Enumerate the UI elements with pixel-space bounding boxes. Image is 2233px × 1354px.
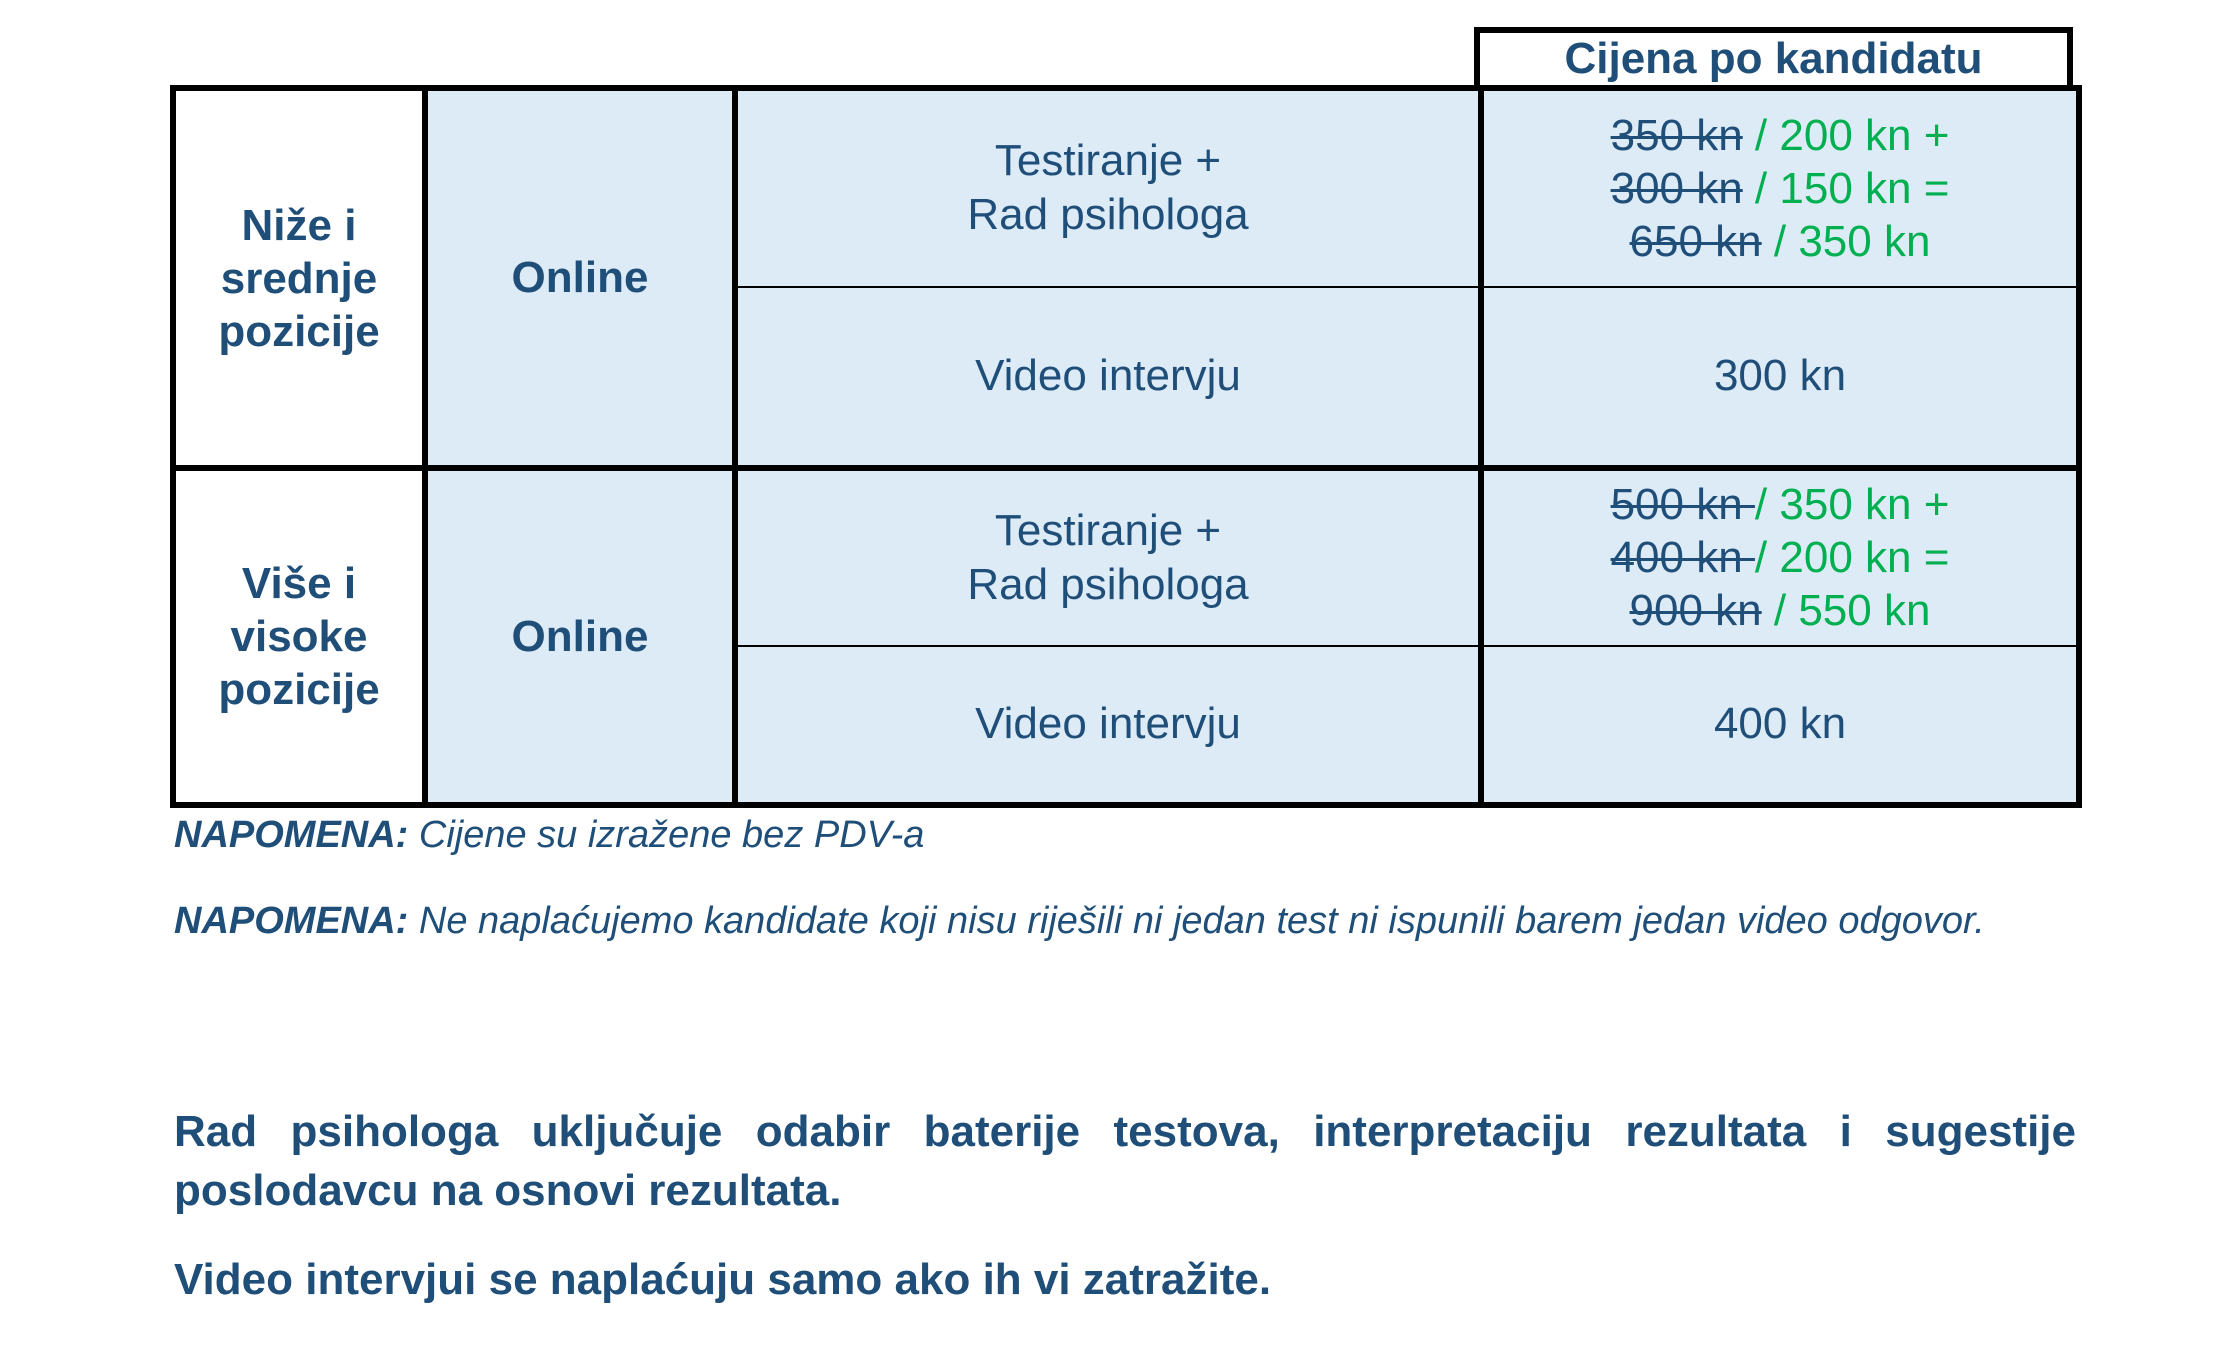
level-cell-higher: Više i visoke pozicije <box>173 468 425 805</box>
price-testing-higher <box>1481 468 2079 645</box>
psychologist-work-paragraph: Rad psihologa uključuje odabir baterije testova, interpretaciju rezultata i sugestije poslodavcu na osnovi rezultata. <box>174 1107 2076 1215</box>
service-testing-higher: Testiranje + Rad psihologa <box>735 468 1481 645</box>
level-cell-lower: Niže i srednje pozicije <box>173 88 425 468</box>
service-video-lower: Video intervju <box>735 287 1481 469</box>
mode-cell-higher: Online <box>425 468 735 805</box>
service-testing-lower: Testiranje + Rad psihologa <box>735 88 1481 287</box>
table-row <box>173 468 2079 645</box>
price-line: 400 kn / 200 kn = <box>1610 533 1950 583</box>
price-per-candidate-header: Cijena po kandidatu <box>1474 27 2073 85</box>
mode-cell-lower: Online <box>425 88 735 468</box>
pricing-table <box>170 85 2082 808</box>
price-testing-lower <box>1481 88 2079 287</box>
service-video-higher: Video intervju <box>735 646 1481 805</box>
video-interview-paragraph: Video intervjui se naplaćuju samo ako ih vi zatražite. <box>174 1255 1272 1304</box>
note-vat: NAPOMENA: Cijene su izražene bez PDV-a <box>174 814 925 856</box>
price-line: 900 kn / 550 kn <box>1629 586 1931 636</box>
note-billing: NAPOMENA: Ne naplaćujemo kandidate koji nisu riješili ni jedan test ni ispunili barem jedan video odgovor. <box>174 900 1985 942</box>
price-line: 300 kn / 150 kn = <box>1610 163 1950 213</box>
price-line: 650 kn / 350 kn <box>1629 216 1931 266</box>
price-line: 500 kn / 350 kn + <box>1610 480 1950 530</box>
price-video-higher: 400 kn <box>1481 646 2079 805</box>
price-line: 350 kn / 200 kn + <box>1610 110 1950 160</box>
price-video-lower: 300 kn <box>1481 287 2079 469</box>
table-row <box>173 88 2079 287</box>
